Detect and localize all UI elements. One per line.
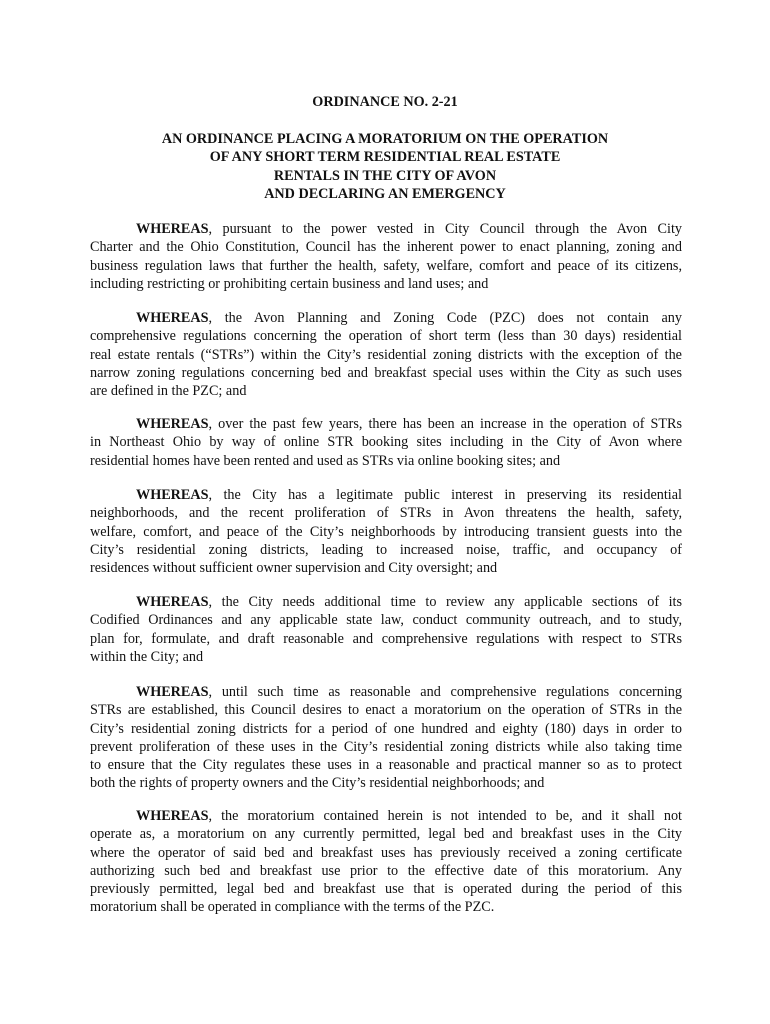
paragraph-text: , pursuant to the power vested in City Council through the Avon City: [208, 221, 682, 237]
paragraph-line: operate as, a moratorium on any currently permitted, legal bed and breakfast uses in the City: [90, 826, 682, 843]
whereas-label: WHEREAS: [136, 808, 209, 824]
whereas-paragraph-4: [90, 486, 682, 577]
paragraph-line: to ensure that the City regulates these uses in a reasonable and practical manner so as to protect: [90, 757, 682, 774]
paragraph-line: [90, 220, 682, 238]
paragraph-line: prevent proliferation of these uses in the City’s residential zoning districts while also taking time: [90, 738, 682, 755]
paragraph-line: [90, 486, 682, 504]
paragraph-line: are defined in the PZC; and: [90, 383, 247, 400]
paragraph-line: business regulation laws that further the health, safety, welfare, comfort and peace of its citizens,: [90, 257, 682, 274]
paragraph-line: City’s residential zoning districts for a period of one hundred and eighty (180) days in order to: [90, 720, 682, 737]
paragraph-line: [90, 683, 682, 701]
whereas-paragraph-5: [90, 593, 682, 666]
paragraph-line: welfare, comfort, and peace of the City’s neighborhoods by introducing transient guests into the: [90, 523, 682, 540]
whereas-label: WHEREAS: [136, 487, 209, 503]
ordinance-heading: [0, 130, 770, 203]
paragraph-text: , the City has a legitimate public interest in preserving its residential: [208, 487, 682, 503]
paragraph-line: plan for, formulate, and draft reasonable and comprehensive regulations with respect to STRs: [90, 630, 682, 647]
whereas-paragraph-3: [90, 415, 682, 470]
paragraph-line: previously permitted, legal bed and breakfast use that is operated during the period of this: [90, 881, 682, 898]
whereas-paragraph-1: [90, 220, 682, 293]
paragraph-line: [90, 593, 682, 611]
paragraph-line: [90, 415, 682, 433]
paragraph-line: City’s residential zoning districts, leading to increased noise, traffic, and occupancy of: [90, 541, 682, 558]
heading-line: RENTALS IN THE CITY OF AVON: [273, 167, 497, 184]
whereas-paragraph-6: [90, 683, 682, 793]
paragraph-line: narrow zoning regulations concerning bed and breakfast special uses within the City as such uses: [90, 364, 682, 381]
paragraph-line: Codified Ordinances and any applicable state law, conduct community outreach, and to study,: [90, 612, 682, 629]
paragraph-line: real estate rentals (“STRs”) within the City’s residential zoning districts with the exception of the: [90, 346, 682, 363]
paragraph-line: [90, 807, 682, 825]
paragraph-line: including restricting or prohibiting certain business and land uses; and: [90, 275, 489, 292]
whereas-paragraph-2: [90, 309, 682, 400]
whereas-label: WHEREAS: [136, 684, 209, 700]
paragraph-line: both the rights of property owners and the City’s residential neighborhoods; and: [90, 775, 545, 792]
paragraph-text: , the moratorium contained herein is not intended to be, and it shall not: [208, 808, 682, 824]
ordinance-title: ORDINANCE NO. 2-21: [312, 94, 458, 110]
whereas-label: WHEREAS: [136, 594, 209, 610]
whereas-paragraph-7: [90, 807, 682, 917]
heading-line: AN ORDINANCE PLACING A MORATORIUM ON THE OPERATION: [161, 131, 609, 147]
paragraph-line: [90, 309, 682, 327]
whereas-label: WHEREAS: [136, 221, 209, 237]
paragraph-line: authorizing such bed and breakfast use prior to the effective date of this moratorium. Any: [90, 862, 682, 879]
paragraph-text: , the City needs additional time to review any applicable sections of its: [208, 594, 682, 610]
paragraph-line: Charter and the Ohio Constitution, Council has the inherent power to enact planning, zoning and: [90, 239, 682, 256]
heading-line: OF ANY SHORT TERM RESIDENTIAL REAL ESTATE: [209, 149, 561, 166]
paragraph-line: within the City; and: [90, 648, 204, 665]
paragraph-line: neighborhoods, and the recent proliferation of STRs in Avon threatens the health, safety,: [90, 505, 682, 522]
paragraph-line: residences without sufficient owner supervision and City oversight; and: [90, 560, 498, 577]
paragraph-text: , the Avon Planning and Zoning Code (PZC) does not contain any: [208, 310, 682, 326]
paragraph-text: , until such time as reasonable and comprehensive regulations concerning: [208, 684, 682, 700]
paragraph-line: in Northeast Ohio by way of online STR booking sites including in the City of Avon where: [90, 434, 682, 451]
whereas-label: WHEREAS: [136, 416, 209, 432]
heading-line: AND DECLARING AN EMERGENCY: [264, 185, 506, 202]
paragraph-line: comprehensive regulations concerning the operation of short term (less than 30 days) residential: [90, 328, 682, 345]
whereas-label: WHEREAS: [136, 310, 209, 326]
paragraph-line: residential homes have been rented and used as STRs via online booking sites; and: [90, 452, 561, 469]
paragraph-line: moratorium shall be operated in compliance with the terms of the PZC.: [90, 899, 495, 916]
paragraph-text: , over the past few years, there has been an increase in the operation of STRs: [208, 416, 682, 432]
paragraph-line: STRs are established, this Council desires to enact a moratorium on the operation of STRs in the: [90, 702, 682, 719]
paragraph-line: where the operator of said bed and breakfast uses has previously received a zoning certificate: [90, 844, 682, 861]
